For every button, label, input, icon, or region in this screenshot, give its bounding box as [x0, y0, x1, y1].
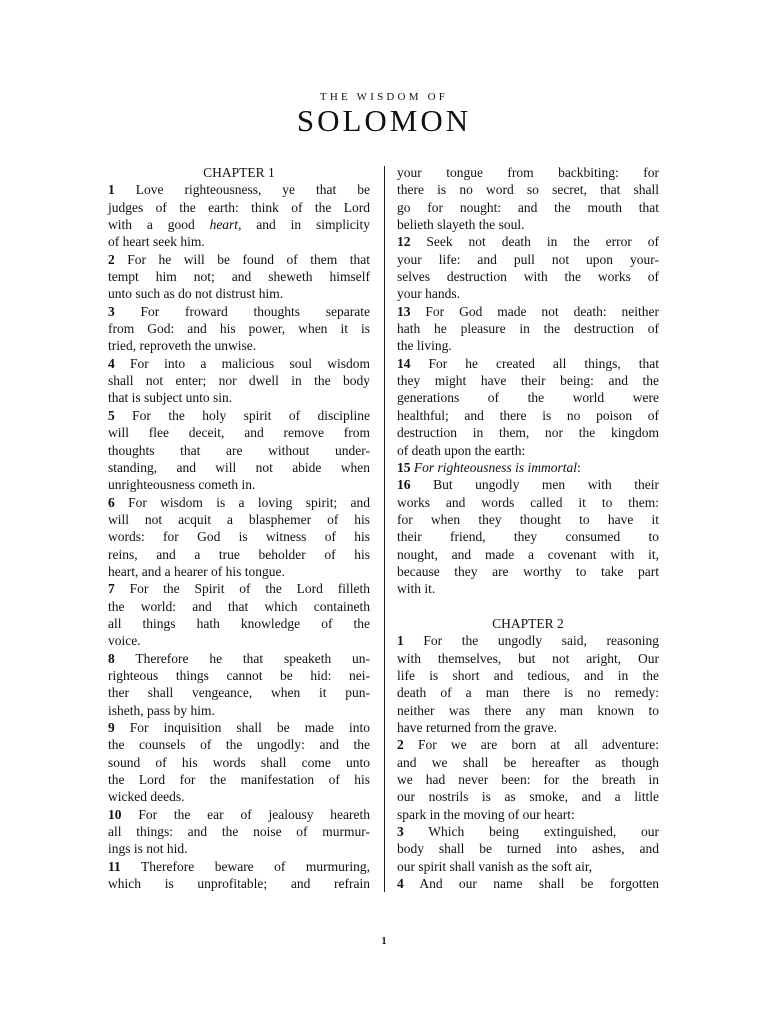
text-line: 1 For the ungodly said, reasoning — [397, 633, 660, 649]
text-line: from God: and his power, when it is — [108, 321, 370, 337]
text-line: their friend, they consumed to — [397, 529, 659, 545]
text-line: 12 Seek not death in the error of — [397, 234, 659, 250]
text-line: death of a man there is no remedy: — [397, 685, 659, 701]
right-column — [397, 164, 659, 892]
text-line: your life: and pull not upon your- — [397, 251, 659, 267]
text-line: 15 For righteousness is immortal: — [397, 459, 581, 475]
text-line: ther shall vengeance, when it pun- — [108, 685, 370, 701]
text-line: 5 For the holy spirit of discipline — [108, 407, 370, 423]
verse-number: 1 — [397, 633, 404, 649]
text-line: 6 For wisdom is a loving spirit; and — [108, 494, 371, 510]
text-line: of death upon the earth: — [397, 442, 526, 458]
text-line: judges of the earth: think of the Lord — [108, 199, 370, 215]
text-line: voice. — [108, 633, 141, 649]
text-line: 3 For froward thoughts separate — [108, 303, 370, 319]
text-line: destruction in them, nor the kingdom — [397, 425, 659, 441]
text-line: 7 For the Spirit of the Lord filleth — [108, 581, 370, 597]
text-line: 10 For the ear of jealousy heareth — [108, 806, 371, 822]
left-column — [108, 164, 370, 892]
text-line: 2 For he will be found of them that — [108, 251, 371, 267]
text-line: 14 For he created all things, that — [397, 355, 660, 371]
verse-number: 3 — [397, 824, 404, 840]
text-line: 13 For God made not death: neither — [397, 303, 659, 319]
verse-number: 1 — [108, 182, 115, 198]
text-line: life is short and tedious, and in the — [397, 667, 659, 683]
text-line: ings is not hid. — [108, 841, 188, 857]
text-line: wicked deeds. — [108, 789, 185, 805]
text-line: which is unprofitable; and refrain — [108, 876, 370, 892]
verse-number: 2 — [108, 251, 115, 267]
verse-number: 12 — [397, 234, 411, 250]
text-line: unto such as do not distrust him. — [108, 286, 284, 302]
text-line: unrighteousness cometh in. — [108, 477, 256, 493]
text-line: the Lord for the manifestation of his — [108, 772, 370, 788]
text-line: works and words called it to them: — [397, 494, 659, 510]
text-line: righteous things cannot be hid: nei- — [108, 667, 370, 683]
text-line: your tongue from backbiting: for — [397, 165, 659, 180]
text-line: we had never been: for the breath in — [397, 772, 659, 788]
text-line: our spirit shall vanish as the soft air, — [397, 858, 593, 874]
text-line: 4 And our name shall be forgotten — [397, 876, 659, 892]
text-line: standing, and will not abide when — [108, 459, 370, 475]
text-line: with themselves, but not aright, Our — [397, 650, 659, 666]
verse-number: 5 — [108, 407, 115, 423]
text-line: 9 For inquisition shall be made into — [108, 720, 370, 735]
text-line: the world: and that which containeth — [108, 598, 370, 614]
book-subtitle: THE WISDOM OF — [319, 91, 449, 103]
text-line: all things: and the noise of murmur- — [108, 824, 370, 840]
text-line: thoughts that are without under- — [108, 442, 370, 458]
text-line: heart, and a hearer of his tongue. — [108, 563, 285, 579]
verse-number: 4 — [108, 355, 115, 371]
verse-number: 2 — [397, 737, 404, 753]
verse-number: 15 — [397, 459, 411, 475]
spacer — [397, 598, 659, 615]
text-line: all things hath knowledge of the — [108, 615, 370, 631]
verse-number: 9 — [108, 720, 115, 735]
text-line: there is no word so secret, that shall — [397, 182, 659, 198]
verse-number: 14 — [397, 355, 411, 371]
text-line: belieth slayeth the soul. — [397, 217, 525, 233]
text-line: because they are worthy to take part — [397, 563, 659, 579]
text-line: have returned from the grave. — [397, 720, 558, 735]
text-line: body shall be turned into ashes, and — [397, 841, 659, 857]
text-line: neither was there any man known to — [397, 702, 659, 718]
verse-number: 7 — [108, 581, 115, 597]
text-line: with it. — [397, 581, 436, 597]
text-line: nought, and made a covenant with it, — [397, 546, 659, 562]
text-line: 8 Therefore he that speaketh un- — [108, 650, 370, 666]
verse-number: 10 — [108, 806, 122, 822]
text-line: our nostrils is as smoke, and a little — [397, 789, 659, 805]
text-line: with a good heart, and in simplicity — [108, 217, 370, 233]
text-line: sound of his words shall come unto — [108, 754, 370, 770]
verse-number: 4 — [397, 876, 404, 892]
text-line: the living. — [397, 338, 452, 354]
chapter-heading: CHAPTER 1 — [203, 165, 275, 180]
text-line: 2 For we are born at all adventure: — [397, 737, 659, 753]
book-title: SOLOMON — [296, 103, 472, 138]
verse-number: 11 — [108, 858, 121, 874]
text-line: of heart seek him. — [108, 234, 205, 250]
text-line: will flee deceit, and remove from — [108, 425, 370, 441]
text-line: will not acquit a blasphemer of his — [108, 511, 370, 527]
verse-number: 3 — [108, 303, 115, 319]
text-line: tempt him not; and sheweth himself — [108, 269, 370, 285]
text-line: go for nought: and the mouth that — [397, 199, 659, 215]
text-line: words: for God is witness of his — [108, 529, 370, 545]
text-line: 4 For into a malicious soul wisdom — [108, 355, 371, 371]
chapter-heading: CHAPTER 2 — [492, 615, 564, 631]
text-line: and we shall be hereafter as though — [397, 754, 659, 770]
text-line: reins, and a true beholder of his — [108, 546, 370, 562]
text-line: selves destruction with the works of — [397, 269, 659, 285]
text-line: healthful; and there is no poison of — [397, 407, 659, 423]
text-line: spark in the moving of our heart: — [397, 806, 575, 822]
text-line: for when they thought to have it — [397, 511, 659, 527]
text-line: that is subject unto sin. — [108, 390, 233, 406]
verse-number: 16 — [397, 477, 411, 493]
text-line: shall not enter; nor dwell in the body — [108, 373, 370, 389]
verse-number: 8 — [108, 650, 115, 666]
verse-number: 6 — [108, 494, 115, 510]
text-line: tried, reproveth the unwise. — [108, 338, 257, 354]
text-line: the counsels of the ungodly: and the — [108, 737, 370, 753]
text-line: 16 But ungodly men with their — [397, 477, 660, 493]
page-number: 1 — [381, 936, 387, 947]
text-line: 11 Therefore beware of murmuring, — [108, 858, 371, 874]
column-divider — [384, 166, 385, 892]
text-line: generations of the world were — [397, 390, 659, 406]
text-line: 1 Love righteousness, ye that be — [108, 182, 370, 198]
text-line: isheth, pass by him. — [108, 702, 215, 718]
text-line: hath he pleasure in the destruction of — [397, 321, 659, 337]
text-line: your hands. — [397, 286, 460, 302]
text-line: they might have their being: and the — [397, 373, 659, 389]
verse-number: 13 — [397, 303, 411, 319]
text-line: 3 Which being extinguished, our — [397, 824, 659, 840]
